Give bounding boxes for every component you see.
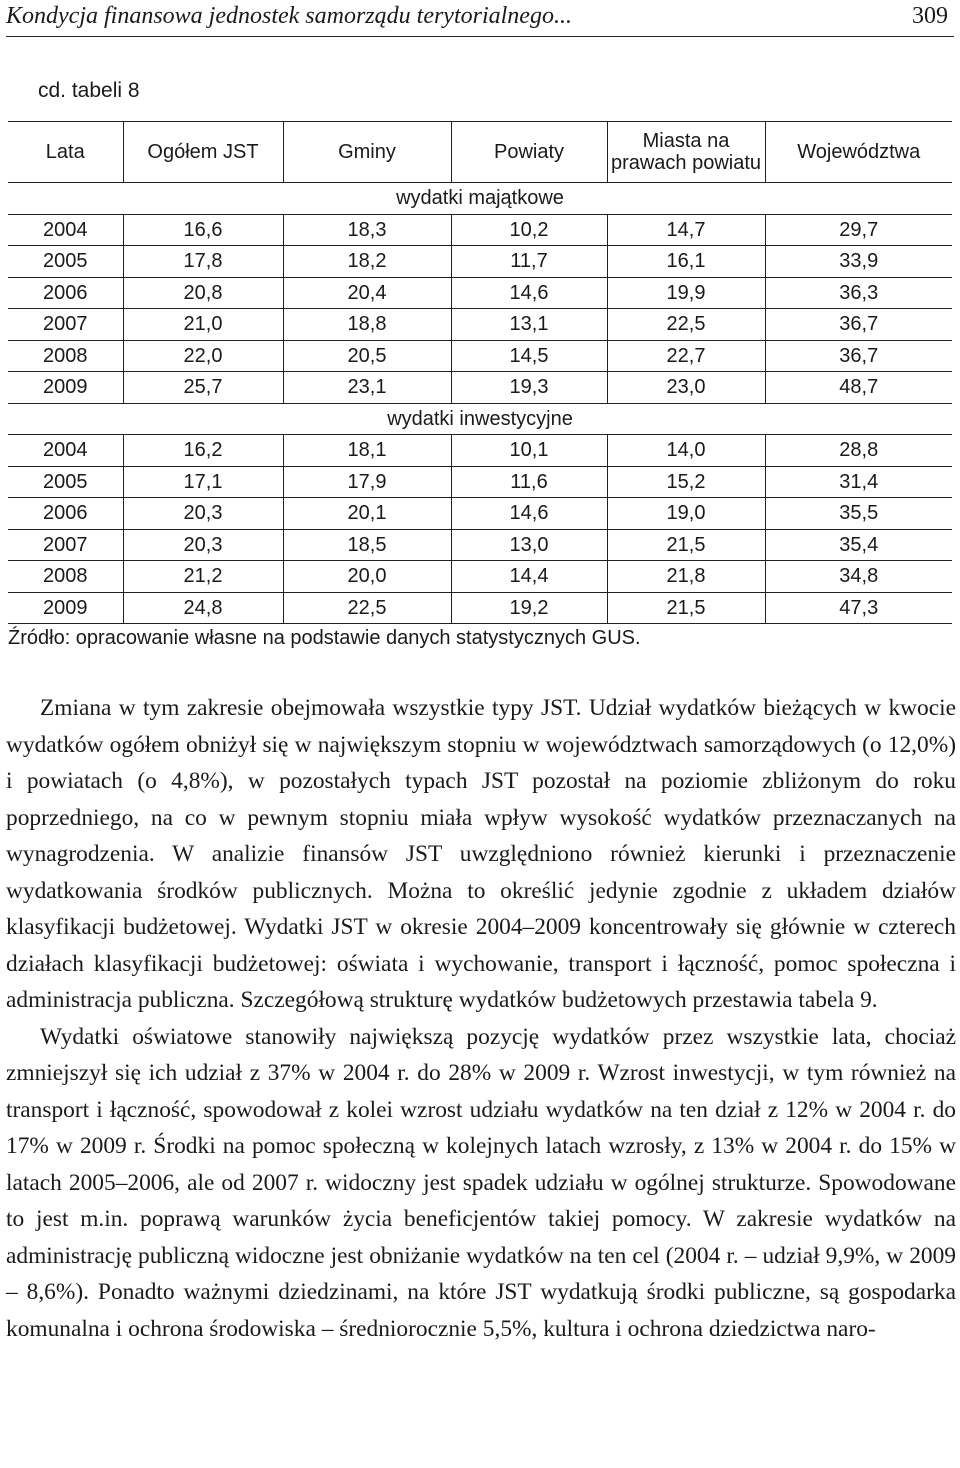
paragraph: Wydatki oświatowe stanowiły największą pozycję wydatków przez wszystkie lata, chociaż zmniejszył się ich udział z 37% w 2004 r. do 28% w 2009 r. Wzrost inwestycji, w tym również na transport i łączność, spowodował z kolei wzrost udziału wydatków na ten dział z 12% w 2004 r. do 17% w 2009 r. Środki na pomoc społeczną w kolejnych latach wzrosły, z 13% w 2004 r. do 15% w latach 2005–2006, ale od 2007 r. widoczny jest spadek udziału w ogólnej strukturze. Spowodowane to jest m.in. poprawą warunków życia beneficjentów takiej pomocy. W zakresie wydatków na administrację publiczną widoczne jest obniżanie wydatków na ten cel (2004 r. – udział 9,9%, w 2009 – 8,6%). Ponadto ważnymi dziedzinami, na które JST wydatkują środki publiczne, są gospodarka komunalna i ochrona środowiska – średniorocznie 5,5%, kultura i ochrona dziedzictwa naro- [6,1023,956,1342]
value-cell: 18,2 [283,246,451,278]
table-row [8,529,952,561]
value-cell: 47,3 [765,592,952,624]
table-row [8,214,952,246]
table-source-note: Źródło: opracowanie własne na podstawie danych statystycznych GUS. [8,627,641,649]
value-cell: 16,6 [123,214,283,246]
year-cell: 2007 [8,529,123,561]
table-row [8,466,952,498]
value-cell: 13,1 [451,309,607,341]
value-cell: 19,3 [451,372,607,404]
year-cell: 2004 [8,435,123,467]
value-cell: 35,5 [765,498,952,530]
value-cell: 21,8 [607,561,765,593]
value-cell: 18,8 [283,309,451,341]
value-cell: 10,1 [451,435,607,467]
value-cell: 14,7 [607,214,765,246]
column-header: Powiaty [451,122,607,183]
value-cell: 20,5 [283,340,451,372]
value-cell: 11,7 [451,246,607,278]
year-cell: 2009 [8,592,123,624]
value-cell: 23,0 [607,372,765,404]
value-cell: 21,5 [607,592,765,624]
table-row [8,277,952,309]
value-cell: 31,4 [765,466,952,498]
value-cell: 18,3 [283,214,451,246]
page-number: 309 [912,3,948,29]
value-cell: 19,0 [607,498,765,530]
table-row [8,309,952,341]
table-row [8,592,952,624]
value-cell: 23,1 [283,372,451,404]
year-cell: 2005 [8,466,123,498]
column-header: Ogółem JST [123,122,283,183]
table-row [8,435,952,467]
value-cell: 21,0 [123,309,283,341]
value-cell: 29,7 [765,214,952,246]
column-header: Gminy [283,122,451,183]
value-cell: 14,4 [451,561,607,593]
table-row [8,246,952,278]
section-row [8,183,952,215]
column-header: Województwa [765,122,952,183]
value-cell: 17,1 [123,466,283,498]
value-cell: 20,1 [283,498,451,530]
year-cell: 2008 [8,561,123,593]
value-cell: 35,4 [765,529,952,561]
value-cell: 18,5 [283,529,451,561]
value-cell: 20,8 [123,277,283,309]
value-cell: 20,3 [123,529,283,561]
value-cell: 22,0 [123,340,283,372]
value-cell: 20,3 [123,498,283,530]
table-header-row [8,122,952,183]
section-row [8,403,952,435]
value-cell: 21,2 [123,561,283,593]
value-cell: 24,8 [123,592,283,624]
running-head-title: Kondycja finansowa jednostek samorządu terytorialnego... [6,3,572,29]
value-cell: 17,9 [283,466,451,498]
column-header: Miasta na prawach powiatu [607,122,765,183]
running-head [6,0,954,37]
year-cell: 2006 [8,277,123,309]
value-cell: 13,0 [451,529,607,561]
value-cell: 36,3 [765,277,952,309]
section-label: wydatki majątkowe [8,183,952,215]
value-cell: 19,2 [451,592,607,624]
value-cell: 20,0 [283,561,451,593]
value-cell: 48,7 [765,372,952,404]
section-label: wydatki inwestycyjne [8,403,952,435]
year-cell: 2004 [8,214,123,246]
paragraph: Zmiana w tym zakresie obejmowała wszystkie typy JST. Udział wydatków bieżących w kwocie wydatków ogółem obniżył się w największym stopniu w województwach samorządowych (o 12,0%) i powiatach (o 4,8%), w pozostałych typach JST pozostał na poziomie zbliżonym do roku poprzedniego, na co w pewnym stopniu miała wpływ wysokość wydatków przeznaczanych na wynagrodzenia. W analizie finansów JST uwzględniono również kierunki i przeznaczenie wydatkowania środków publicznych. Można to określić jedynie zgodnie z układem działów klasyfikacji budżetowej. Wydatki JST w okresie 2004–2009 koncentrowały się głównie w czterech działach klasyfikacji budżetowej: oświata i wychowanie, transport i łączność, pomoc społeczna i administracja publiczna. Szczegółową strukturę wydatków budżetowych przestawia tabela 9. [6,695,956,1013]
year-cell: 2008 [8,340,123,372]
value-cell: 16,1 [607,246,765,278]
value-cell: 10,2 [451,214,607,246]
value-cell: 14,0 [607,435,765,467]
value-cell: 16,2 [123,435,283,467]
value-cell: 28,8 [765,435,952,467]
body-text [6,690,956,1347]
value-cell: 15,2 [607,466,765,498]
value-cell: 17,8 [123,246,283,278]
expenditure-table [8,121,952,624]
value-cell: 14,5 [451,340,607,372]
value-cell: 19,9 [607,277,765,309]
value-cell: 18,1 [283,435,451,467]
table-row [8,340,952,372]
value-cell: 33,9 [765,246,952,278]
value-cell: 14,6 [451,277,607,309]
value-cell: 34,8 [765,561,952,593]
value-cell: 25,7 [123,372,283,404]
table-row [8,372,952,404]
value-cell: 14,6 [451,498,607,530]
year-cell: 2007 [8,309,123,341]
column-header: Lata [8,122,123,183]
year-cell: 2006 [8,498,123,530]
value-cell: 22,5 [283,592,451,624]
table-row [8,561,952,593]
year-cell: 2005 [8,246,123,278]
value-cell: 36,7 [765,309,952,341]
value-cell: 22,5 [607,309,765,341]
table-row [8,498,952,530]
table-caption: cd. tabeli 8 [38,79,140,102]
value-cell: 20,4 [283,277,451,309]
value-cell: 21,5 [607,529,765,561]
value-cell: 11,6 [451,466,607,498]
value-cell: 36,7 [765,340,952,372]
value-cell: 22,7 [607,340,765,372]
year-cell: 2009 [8,372,123,404]
